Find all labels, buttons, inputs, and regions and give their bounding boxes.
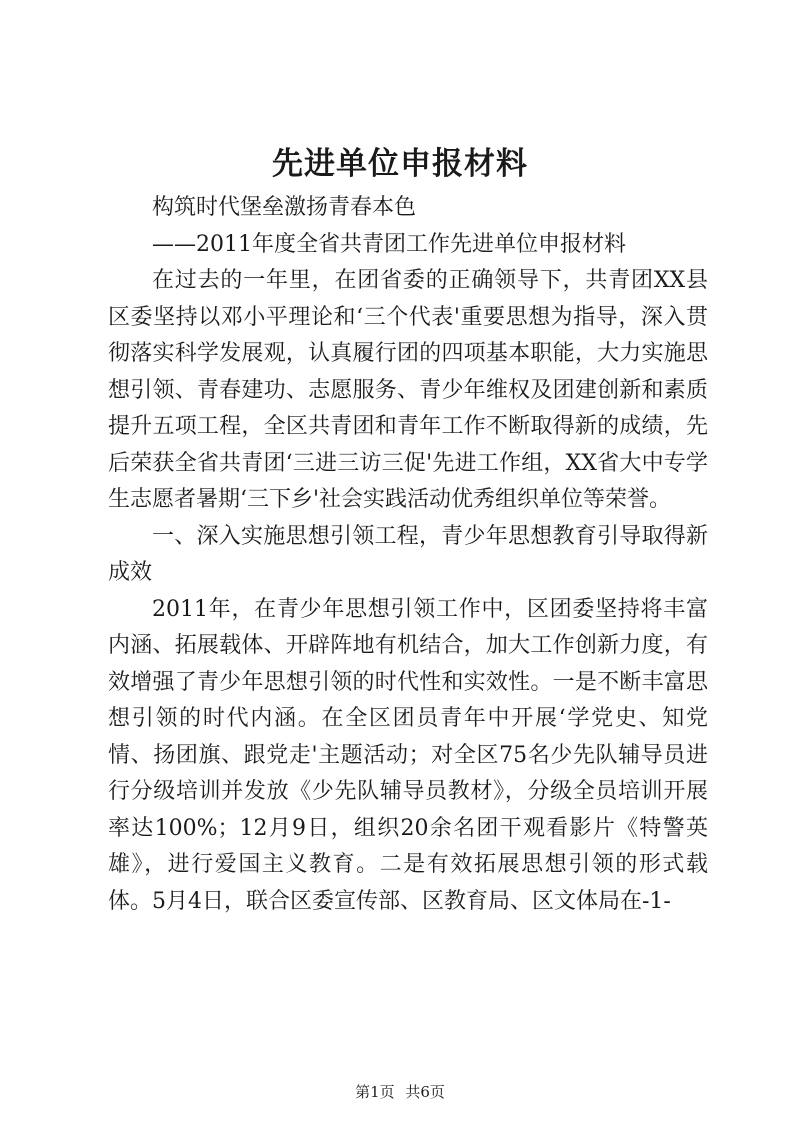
- body-paragraph: 2011年，在青少年思想引领工作中，区团委坚持将丰富内涵、拓展载体、开辟阵地有机结合，加大工作创新力度，有效增强了青少年思想引领的时代性和实效性。一是不断丰富思想引领的时代内涵。在全区团员青年中开展‘学党史、知党情、扬团旗、跟党走'主题活动；对全区75名少先队辅导员进行分级培训并发放《少先队辅导员教材》，分级全员培训开展率达100%；12月9日，组织20余名团干观看影片《特警英雄》，进行爱国主义教育。二是有效拓展思想引领的形式载体。5月4日，联合区委宣传部、区教育局、区文体局在-1-: [108, 596, 708, 914]
- subtitle: 构筑时代堡垒激扬青春本色: [152, 195, 417, 220]
- page-total: 共6页: [405, 1083, 445, 1101]
- document-title: 先进单位申报材料: [272, 146, 528, 182]
- section-heading: 一、深入实施思想引领工程，青少年思想教育引导取得新成效: [108, 523, 708, 585]
- document-body: [108, 190, 708, 920]
- page-footer: [0, 1081, 800, 1102]
- subtitle-secondary: ——2011年度全省共青团工作先进单位申报材料: [152, 231, 626, 257]
- page-number: 第1页: [355, 1083, 395, 1101]
- body-paragraph: 在过去的一年里，在团省委的正确领导下，共青团XX县区委坚持以邓小平理论和‘三个代表'重要思想为指导，深入贯彻落实科学发展观，认真履行团的四项基本职能，大力实施思想引领、青春建功、志愿服务、青少年维权及团建创新和素质提升五项工程，全区共青团和青年工作不断取得新的成绩，先后荣获全省共青团‘三进三访三促'先进工作组，XX省大中专学生志愿者暑期‘三下乡'社会实践活动优秀组织单位等荣誉。: [108, 268, 708, 512]
